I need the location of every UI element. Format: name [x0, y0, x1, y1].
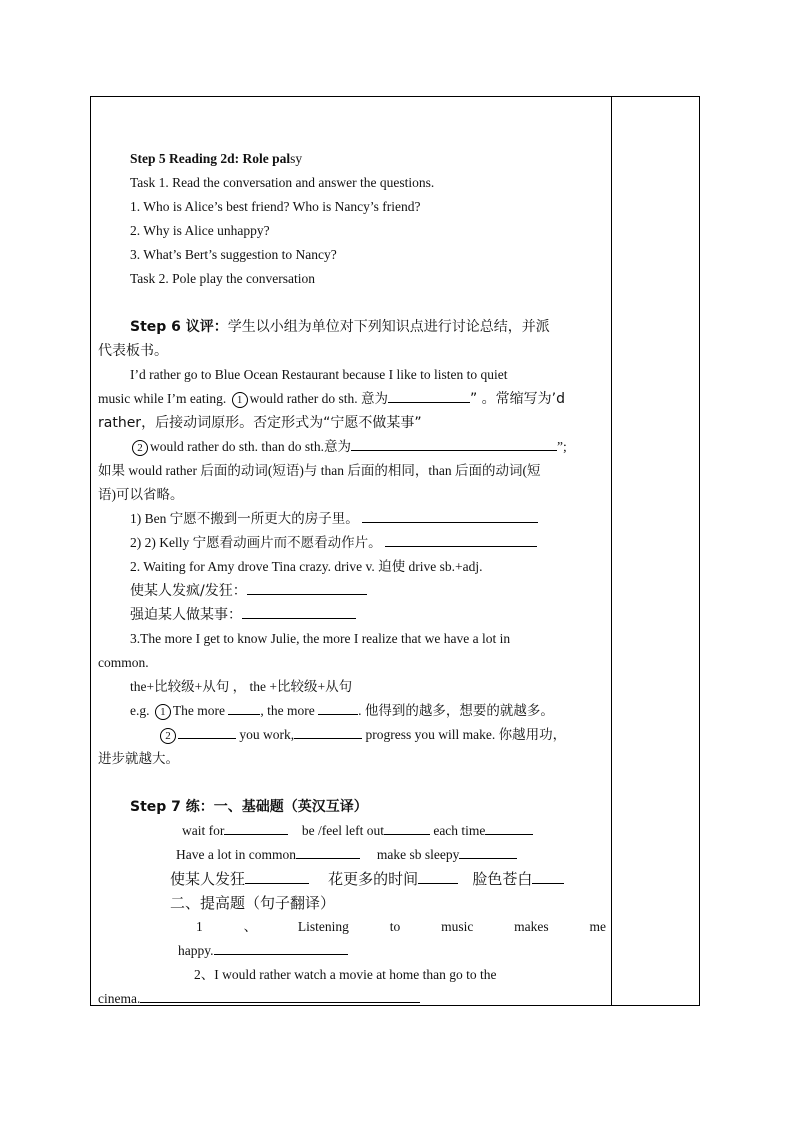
step7-sentence2-cont: cinema. [98, 987, 606, 1011]
answer-blank[interactable] [296, 844, 360, 859]
step5-task1: Task 1. Read the conversation and answer the questions. [130, 175, 435, 190]
step7-sentence1: 1 、 Listening to music makes me [196, 919, 606, 934]
answer-blank[interactable] [247, 580, 367, 595]
step6-exercise-2: 2) 2) Kelly 宁愿看动画片而不愿看动作片。 [98, 531, 606, 555]
step6-point2: 2 would rather do sth. than do sth.意为 ”; [98, 435, 606, 459]
step5-question-1: 1. Who is Alice’s best friend? Who is Nancy’s friend? [130, 199, 421, 214]
step6-point2-cont: 如果 would rather 后面的动词(短语)与 than 后面的相同，than 后面的动词(短 [98, 463, 541, 478]
step6-eg1: e.g. 1 The more , the more . 他得到的越多，想要的就越多。 [98, 699, 606, 723]
answer-blank[interactable] [140, 988, 420, 1003]
number-2-badge: 2 [132, 440, 148, 456]
answer-blank[interactable] [459, 844, 517, 859]
step6-item2: 2. Waiting for Amy drove Tina crazy. drive v. 迫使 drive sb.+adj. [130, 559, 483, 574]
step6-pattern: the+比较级+从句 ， the +比较级+从句 [130, 679, 353, 694]
step7-row3: 使某人发狂 花更多的时间 脸色苍白 [98, 867, 606, 891]
step5-task2: Task 2. Pole play the conversation [130, 271, 316, 286]
answer-blank[interactable] [388, 388, 470, 403]
step6-point1-cont: rather，后接动词原形。否定形式为“宁愿不做某事” [98, 415, 422, 431]
step6-point2-end: 语)可以省略。 [98, 487, 184, 502]
step7-row2: Have a lot in common make sb sleepy [98, 843, 606, 867]
step6-example-sentence: I’d rather go to Blue Ocean Restaurant because I like to listen to quiet [130, 367, 508, 382]
step7-row1: wait for be /feel left out each time [98, 819, 606, 843]
answer-blank[interactable] [362, 508, 538, 523]
step7-heading: Step 7 练：一、基础题（英汉互译） [130, 799, 368, 815]
answer-blank[interactable] [385, 532, 537, 547]
step6-item2-a: 使某人发疯/发狂： [98, 579, 606, 603]
answer-blank[interactable] [242, 604, 356, 619]
step6-point1: music while I’m eating. 1 would rather do sth. 意为 ” 。常缩写为’d [98, 387, 606, 411]
answer-blank[interactable] [214, 940, 348, 955]
step6-exercise-1: 1) Ben 宁愿不搬到一所更大的房子里。 [98, 507, 606, 531]
step5-heading: Step 5 Reading 2d: Role palsy [130, 151, 303, 166]
lesson-table [90, 96, 700, 1006]
answer-blank[interactable] [485, 820, 533, 835]
step7-sentence1-cont: happy. [98, 939, 606, 963]
number-1-badge: 1 [232, 392, 248, 408]
step7-part2-heading: 二、提高题（句子翻译） [170, 894, 336, 912]
answer-blank[interactable] [245, 869, 309, 884]
step6-item3: 3.The more I get to know Julie, the more I realize that we have a lot in [130, 631, 511, 646]
number-1-badge: 1 [155, 704, 171, 720]
answer-blank[interactable] [351, 436, 557, 451]
answer-blank[interactable] [532, 869, 564, 884]
step6-eg2-cont: 进步就越大。 [98, 751, 179, 766]
step5-question-2: 2. Why is Alice unhappy? [130, 223, 270, 238]
step6-heading: Step 6 议评：学生以小组为单位对下列知识点进行讨论总结，并派 [130, 319, 550, 335]
answer-blank[interactable] [418, 869, 458, 884]
step6-eg2: 2 you work, progress you will make. 你越用功， [98, 723, 606, 747]
answer-blank[interactable] [228, 700, 260, 715]
step6-item3-cont: common. [98, 655, 149, 670]
number-2-badge: 2 [160, 728, 176, 744]
answer-blank[interactable] [224, 820, 288, 835]
answer-blank[interactable] [294, 724, 362, 739]
answer-blank[interactable] [318, 700, 358, 715]
step6-item2-b: 强迫某人做某事： [98, 603, 606, 627]
step7-sentence2: 2、I would rather watch a movie at home than go to the [194, 967, 497, 982]
step5-question-3: 3. What’s Bert’s suggestion to Nancy? [130, 247, 337, 262]
column-divider [611, 97, 612, 1005]
answer-blank[interactable] [178, 724, 236, 739]
lesson-content [98, 147, 606, 1011]
step6-instruction-cont: 代表板书。 [98, 343, 168, 359]
answer-blank[interactable] [384, 820, 430, 835]
